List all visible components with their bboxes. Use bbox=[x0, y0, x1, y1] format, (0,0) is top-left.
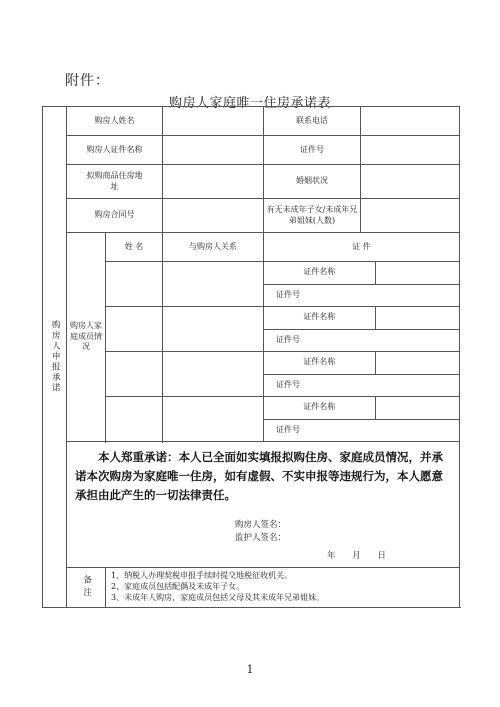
member-2-doc-name-label: 证件名称 bbox=[264, 307, 375, 329]
member-4-doc-name-field[interactable] bbox=[375, 397, 459, 419]
member-4-name-field[interactable] bbox=[106, 397, 163, 442]
id-number-field[interactable] bbox=[361, 136, 460, 165]
date-label: 年 月 日 bbox=[327, 551, 386, 561]
member-name-header: 姓 名 bbox=[106, 233, 163, 262]
member-2-name-field[interactable] bbox=[106, 307, 163, 352]
member-3-doc-cell bbox=[264, 352, 460, 397]
section-label: 购房人申报承诺 bbox=[50, 320, 61, 394]
id-type-field[interactable] bbox=[163, 136, 264, 165]
member-4-doc-table bbox=[264, 397, 459, 441]
member-2-doc-table bbox=[264, 307, 459, 351]
member-3-doc-table bbox=[264, 352, 459, 396]
notes-cell bbox=[106, 568, 460, 608]
id-number-label: 证件号 bbox=[264, 136, 361, 165]
note-item: 3、未成年人购房，家庭成员包括父母及其未成年兄弟姐妹。 bbox=[111, 592, 325, 602]
contact-phone-field[interactable] bbox=[361, 107, 460, 136]
member-4-doc-name-label: 证件名称 bbox=[264, 397, 375, 419]
member-1-doc-cell bbox=[264, 262, 460, 307]
buyer-name-field[interactable] bbox=[163, 107, 264, 136]
member-3-relation-field[interactable] bbox=[163, 352, 264, 397]
member-1-doc-table bbox=[264, 262, 459, 306]
member-3-doc-name-label: 证件名称 bbox=[264, 352, 375, 374]
family-label-cell bbox=[67, 233, 106, 442]
member-2-doc-name-field[interactable] bbox=[375, 307, 459, 329]
notes-label: 备注 bbox=[81, 575, 92, 600]
member-1-doc-name-field[interactable] bbox=[375, 262, 459, 284]
member-2-relation-field[interactable] bbox=[163, 307, 264, 352]
member-3-doc-number-label: 证件号 bbox=[264, 374, 459, 396]
page-number: 1 bbox=[246, 663, 254, 676]
member-1-name-field[interactable] bbox=[106, 262, 163, 307]
member-relation-header: 与购房人关系 bbox=[163, 233, 264, 262]
buyer-name-label: 购房人姓名 bbox=[67, 107, 163, 136]
section-label-cell bbox=[43, 107, 67, 608]
commitment-form-table bbox=[42, 106, 460, 608]
property-address-text: 拟购商品住房地址 bbox=[86, 170, 143, 191]
member-4-doc-cell bbox=[264, 397, 460, 442]
family-label: 购房人家庭成员情况 bbox=[70, 320, 102, 352]
marital-status-field[interactable] bbox=[361, 165, 460, 199]
guardian-signature-label: 监护人签名： bbox=[235, 533, 287, 543]
minors-question-field[interactable] bbox=[361, 199, 460, 233]
marital-status-label: 婚姻状况 bbox=[264, 165, 361, 199]
contact-phone-label: 联系电话 bbox=[264, 107, 361, 136]
minors-question-label bbox=[264, 199, 361, 233]
notes-label-cell bbox=[67, 568, 106, 608]
promise-cell bbox=[67, 442, 460, 568]
note-item: 1、纳税人办理契税申报手续时提交地税征收机关。 bbox=[111, 571, 293, 581]
form-title: 购房人家庭唯一住房承诺表 bbox=[168, 96, 331, 111]
member-document-header: 证 件 bbox=[264, 233, 460, 262]
id-type-label: 购房人证件名称 bbox=[67, 136, 163, 165]
property-address-label bbox=[67, 165, 163, 199]
contract-number-field[interactable] bbox=[163, 199, 264, 233]
promise-statement: 本人郑重承诺：本人已全面如实填报拟购住房、家庭成员情况，并承诺本次购房为家庭唯一住房，如有虚假、不实申报等违规行为，本人愿意承担由此产生的一切法律责任。 bbox=[75, 450, 443, 502]
member-3-name-field[interactable] bbox=[106, 352, 163, 397]
member-3-doc-name-field[interactable] bbox=[375, 352, 459, 374]
member-2-doc-number-label: 证件号 bbox=[264, 329, 459, 351]
buyer-signature-label: 购房人签名： bbox=[235, 520, 287, 530]
attachment-label: 附件： bbox=[65, 73, 110, 89]
minors-question-text: 有无未成年子女/未成年兄弟姐妹(人数) bbox=[266, 204, 358, 225]
member-1-relation-field[interactable] bbox=[163, 262, 264, 307]
member-2-doc-cell bbox=[264, 307, 460, 352]
member-4-relation-field[interactable] bbox=[163, 397, 264, 442]
member-1-doc-number-label: 证件号 bbox=[264, 284, 459, 306]
member-1-doc-name-label: 证件名称 bbox=[264, 262, 375, 284]
property-address-field[interactable] bbox=[163, 165, 264, 199]
note-item: 2、家庭成员包括配偶及未成年子女。 bbox=[111, 582, 245, 592]
member-4-doc-number-label: 证件号 bbox=[264, 419, 459, 441]
contract-number-label: 购房合同号 bbox=[67, 199, 163, 233]
